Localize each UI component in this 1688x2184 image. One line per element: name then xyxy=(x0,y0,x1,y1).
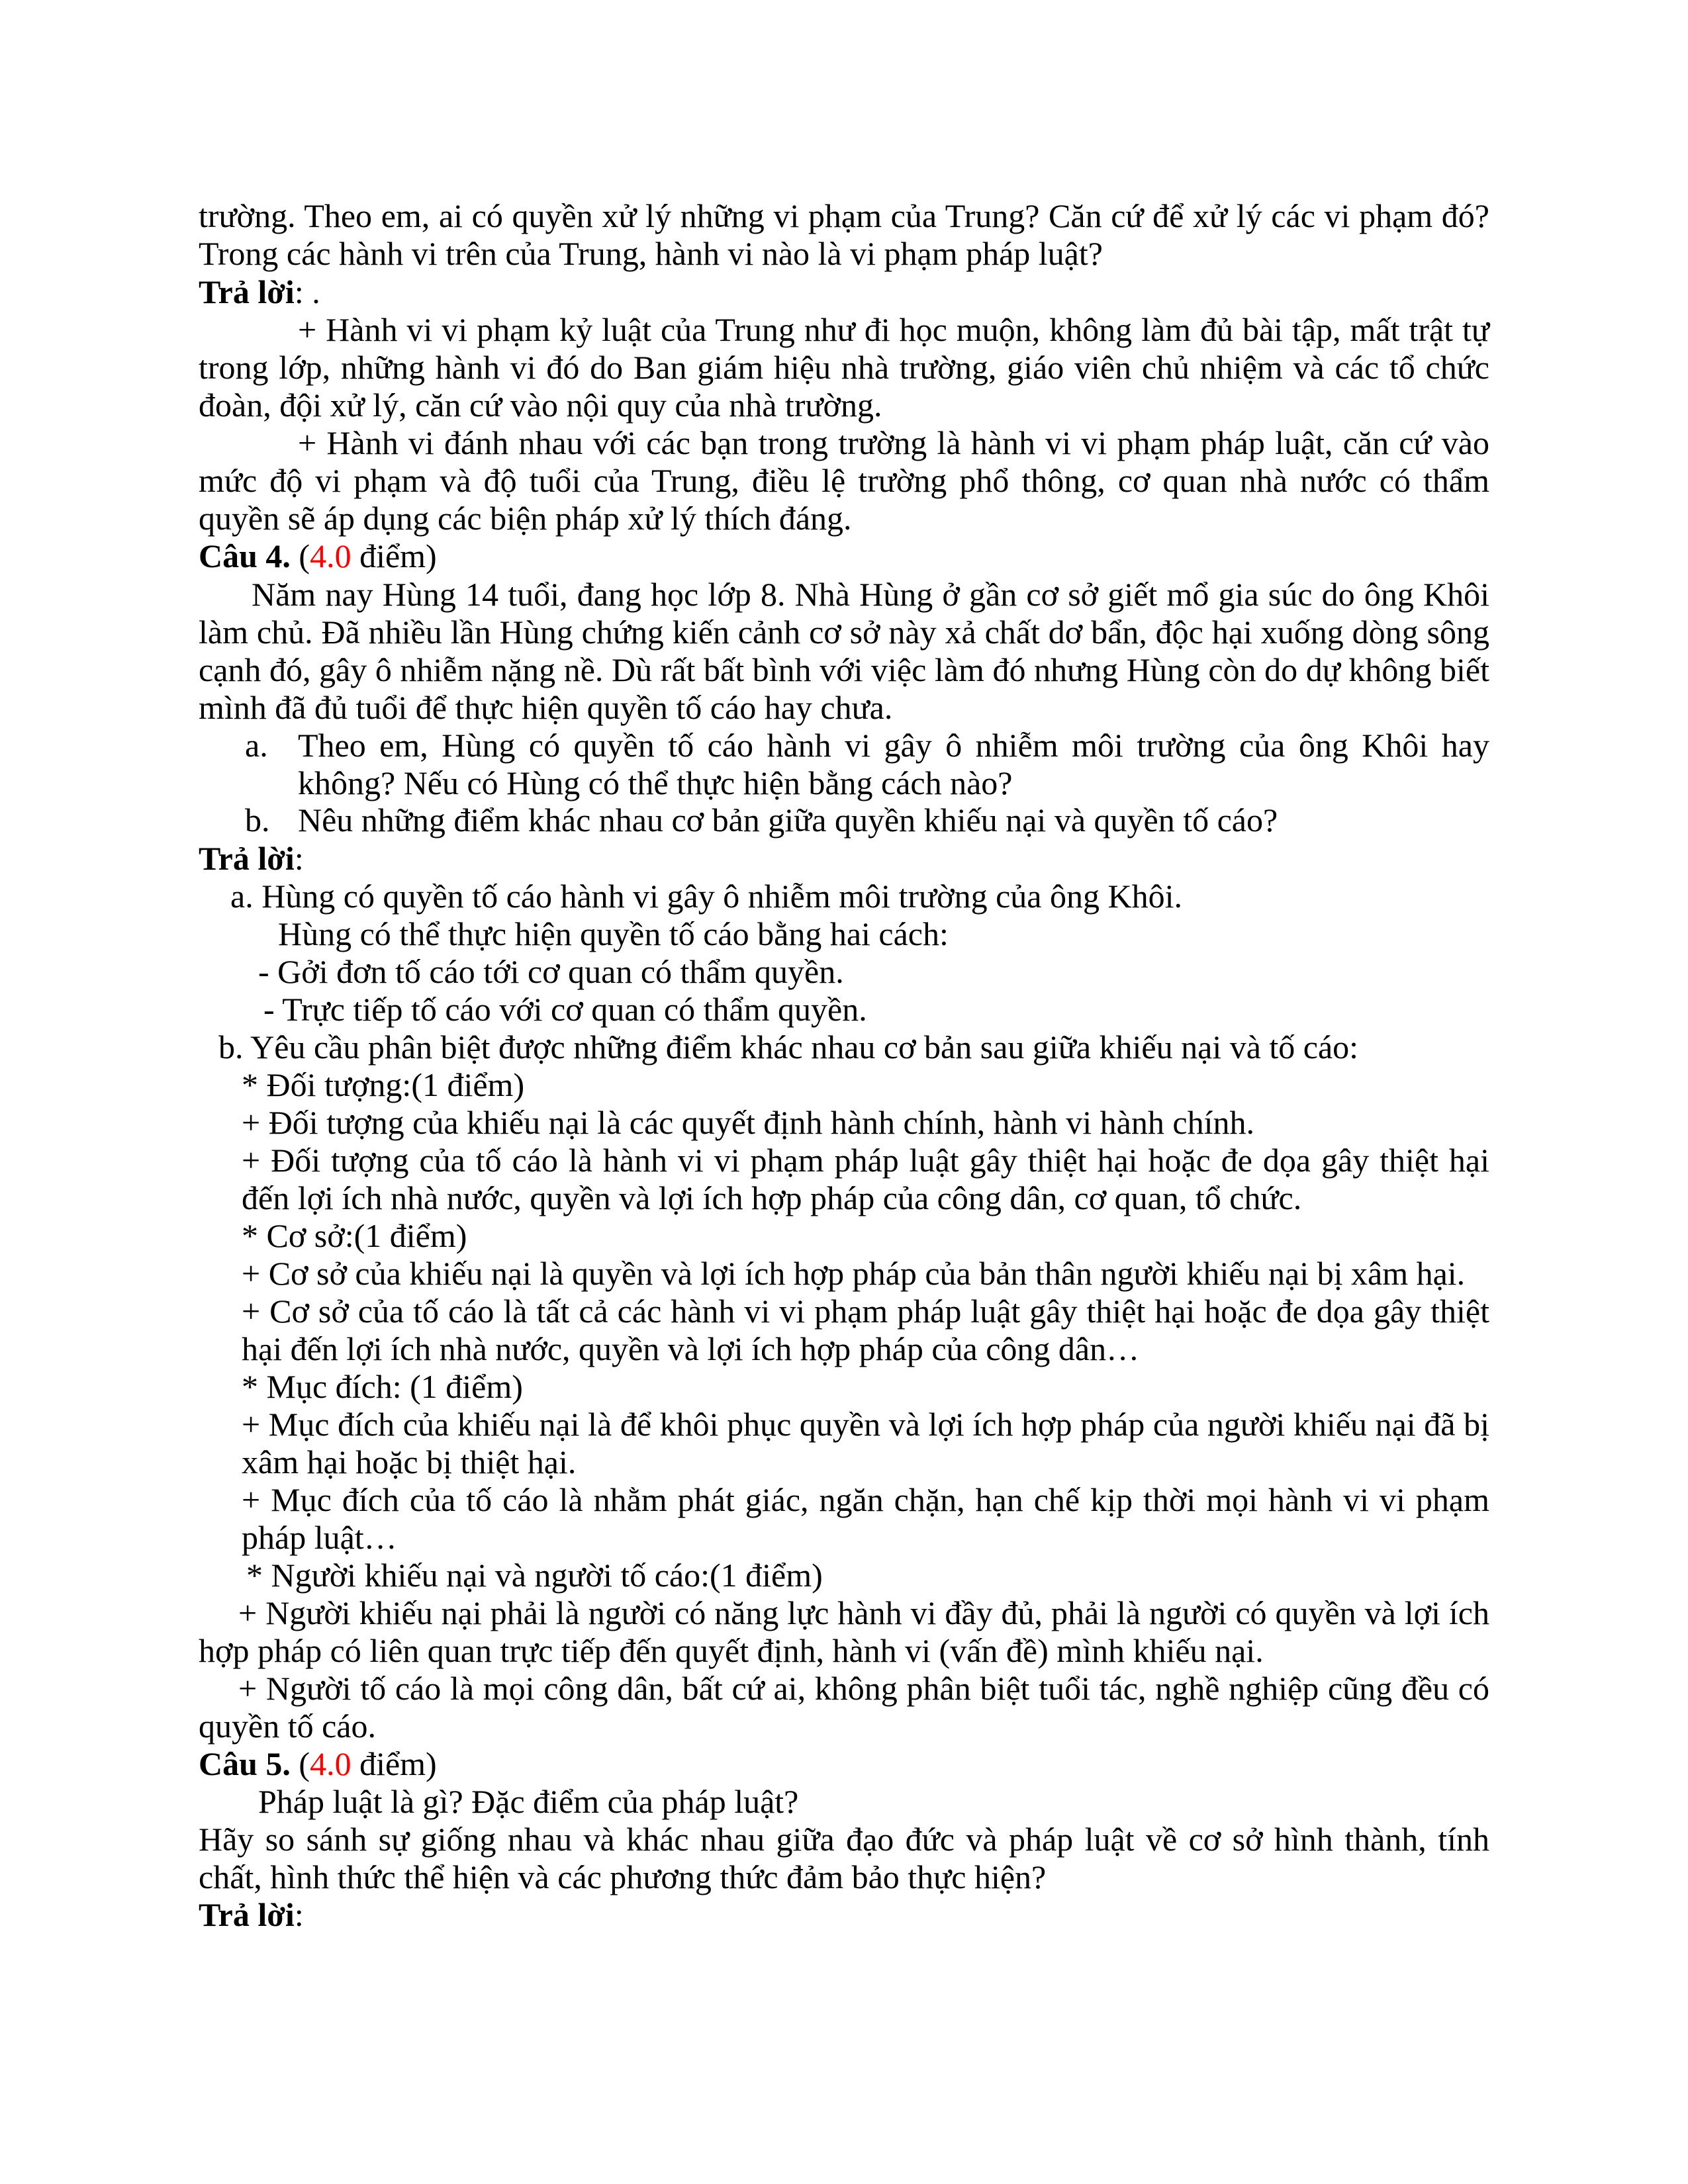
answer-paragraph: + Hành vi vi phạm kỷ luật của Trung như đi học muộn, không làm đủ bài tập, mất trật tự trong lớp, những hành vi đó do Ban giám hiệu nhà trường, giáo viên chủ nhiệm và các tổ chức đoàn, đội xử lý, căn cứ vào nội quy của nhà trường. xyxy=(199,311,1489,424)
question-continuation: trường. Theo em, ai có quyền xử lý những vi phạm của Trung? Căn cứ để xử lý các vi phạm đó? Trong các hành vi trên của Trung, hành vi nào là vi phạm pháp luật? xyxy=(199,197,1489,272)
answer-label-suffix: : xyxy=(294,1896,304,1933)
answer-label xyxy=(199,840,1489,878)
question-5-heading xyxy=(199,1745,1489,1783)
list-marker: b. xyxy=(245,801,270,839)
criterion-item: + Người tố cáo là mọi công dân, bất cứ ai, không phân biệt tuổi tác, nghề nghiệp cũng đều có quyền tố cáo. xyxy=(199,1670,1489,1745)
criterion-heading: * Cơ sở:(1 điểm) xyxy=(242,1217,467,1254)
criterion-heading: * Người khiếu nại và người tố cáo:(1 điểm) xyxy=(246,1557,823,1594)
criterion-item: + Cơ sở của khiếu nại là quyền và lợi ích hợp pháp của bản thân người khiếu nại bị xâm hại. xyxy=(242,1255,1466,1292)
criterion-heading: * Đối tượng:(1 điểm) xyxy=(242,1066,525,1103)
question-title: Câu 5. xyxy=(199,1745,291,1782)
answer-line: b. Yêu cầu phân biệt được những điểm khác nhau cơ bản sau giữa khiếu nại và tố cáo: xyxy=(218,1028,1359,1066)
criterion-heading: * Mục đích: (1 điểm) xyxy=(242,1368,523,1405)
question-4-heading xyxy=(199,537,1489,575)
question-points-open: ( xyxy=(290,537,310,574)
answer-label-suffix: : xyxy=(294,840,304,877)
answer-label xyxy=(199,1896,1489,1934)
question-points-value: 4.0 xyxy=(310,1745,352,1782)
question-title: Câu 4. xyxy=(199,537,291,574)
criterion-item: + Mục đích của khiếu nại là để khôi phục quyền và lợi ích hợp pháp của người khiếu nại đã bị xâm hại hoặc bị thiệt hại. xyxy=(242,1406,1489,1480)
criterion-item: + Đối tượng của tố cáo là hành vi vi phạm pháp luật gây thiệt hại hoặc đe dọa gây thiệt hại đến lợi ích nhà nước, quyền và lợi ích hợp pháp của công dân, cơ quan, tổ chức. xyxy=(242,1142,1489,1216)
answer-line: - Gởi đơn tố cáo tới cơ quan có thẩm quyền. xyxy=(258,953,844,990)
question-5-prompt: Hãy so sánh sự giống nhau và khác nhau giữa đạo đức và pháp luật về cơ sở hình thành, tính chất, hình thức thể hiện và các phương thức đảm bảo thực hiện? xyxy=(199,1821,1489,1895)
criterion-item: + Cơ sở của tố cáo là tất cả các hành vi vi phạm pháp luật gây thiệt hại hoặc đe dọa gây thiệt hại đến lợi ích nhà nước, quyền và lợi ích hợp pháp của công dân… xyxy=(242,1293,1489,1367)
answer-line: - Trực tiếp tố cáo với cơ quan có thẩm quyền. xyxy=(263,991,867,1028)
answer-paragraph: + Hành vi đánh nhau với các bạn trong trường là hành vi vi phạm pháp luật, căn cứ vào mức độ vi phạm và độ tuổi của Trung, điều lệ trường phổ thông, cơ quan nhà nước có thẩm quyền sẽ áp dụng các biện pháp xử lý thích đáng. xyxy=(199,424,1489,537)
question-points-value: 4.0 xyxy=(310,537,352,574)
question-points-unit: điểm) xyxy=(351,1745,437,1782)
list-marker: a. xyxy=(245,727,268,764)
question-4-story: Năm nay Hùng 14 tuổi, đang học lớp 8. Nhà Hùng ở gần cơ sở giết mổ gia súc do ông Khôi làm chủ. Đã nhiều lần Hùng chứng kiến cảnh cơ sở này xả chất dơ bẩn, độc hại xuống dòng sông cạnh đó, gây ô nhiễm nặng nề. Dù rất bất bình với việc làm đó nhưng Hùng còn do dự không biết mình đã đủ tuổi để thực hiện quyền tố cáo hay chưa. xyxy=(199,576,1489,726)
question-points-unit: điểm) xyxy=(351,537,437,574)
answer-line: Hùng có thể thực hiện quyền tố cáo bằng hai cách: xyxy=(278,915,949,952)
answer-line: a. Hùng có quyền tố cáo hành vi gây ô nhiễm môi trường của ông Khôi. xyxy=(230,878,1182,915)
list-item-text: Nêu những điểm khác nhau cơ bản giữa quyền khiếu nại và quyền tố cáo? xyxy=(298,801,1278,839)
criterion-item: + Đối tượng của khiếu nại là các quyết định hành chính, hành vi hành chính. xyxy=(242,1104,1254,1141)
answer-label-text: Trả lời xyxy=(199,840,295,877)
answer-label xyxy=(199,273,1489,311)
question-5-prompt: Pháp luật là gì? Đặc điểm của pháp luật? xyxy=(258,1783,799,1820)
answer-label-text: Trả lời xyxy=(199,1896,295,1933)
question-points-open: ( xyxy=(290,1745,310,1782)
criterion-item: + Người khiếu nại phải là người có năng lực hành vi đầy đủ, phải là người có quyền và lợi ích hợp pháp có liên quan trực tiếp đến quyết định, hành vi (vấn đề) mình khiếu nại. xyxy=(199,1594,1489,1669)
answer-label-suffix: : . xyxy=(294,273,320,310)
list-item-text: Theo em, Hùng có quyền tố cáo hành vi gây ô nhiễm môi trường của ông Khôi hay không? Nếu có Hùng có thể thực hiện bằng cách nào? xyxy=(298,727,1489,801)
answer-label-text: Trả lời xyxy=(199,273,295,310)
criterion-item: + Mục đích của tố cáo là nhằm phát giác, ngăn chặn, hạn chế kịp thời mọi hành vi vi phạm pháp luật… xyxy=(242,1481,1489,1556)
